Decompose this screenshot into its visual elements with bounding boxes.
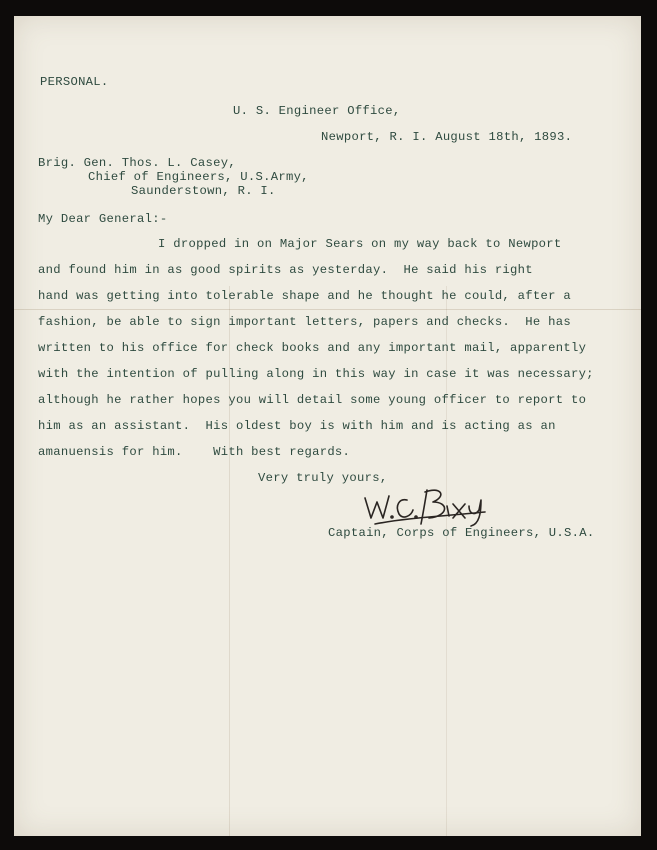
handwritten-signature bbox=[355, 484, 495, 528]
closing: Very truly yours, bbox=[258, 471, 388, 485]
recipient-line: Brig. Gen. Thos. L. Casey, bbox=[38, 156, 236, 170]
body-line: with the intention of pulling along in this way in case it was necessary; bbox=[38, 367, 594, 381]
body-line: and found him in as good spirits as yesterday. He said his right bbox=[38, 263, 533, 277]
place-date: Newport, R. I. August 18th, 1893. bbox=[321, 130, 573, 144]
salutation: My Dear General:- bbox=[38, 212, 168, 226]
body-line: hand was getting into tolerable shape and he thought he could, after a bbox=[38, 289, 571, 303]
body-line: him as an assistant. His oldest boy is with him and is acting as an bbox=[38, 419, 556, 433]
body-line: although he rather hopes you will detail some young officer to report to bbox=[38, 393, 587, 407]
marking-personal: PERSONAL. bbox=[40, 75, 109, 89]
body-line: amanuensis for him. With best regards. bbox=[38, 445, 351, 459]
body-line: fashion, be able to sign important letters, papers and checks. He has bbox=[38, 315, 571, 329]
fold-line-horizontal bbox=[14, 309, 641, 310]
office-heading: U. S. Engineer Office, bbox=[233, 104, 401, 118]
recipient-line: Chief of Engineers, U.S.Army, bbox=[88, 170, 309, 184]
body-line: written to his office for check books and any important mail, apparently bbox=[38, 341, 587, 355]
signer-title: Captain, Corps of Engineers, U.S.A. bbox=[328, 526, 595, 540]
recipient-line: Saunderstown, R. I. bbox=[131, 184, 276, 198]
body-line: I dropped in on Major Sears on my way back to Newport bbox=[158, 237, 562, 251]
